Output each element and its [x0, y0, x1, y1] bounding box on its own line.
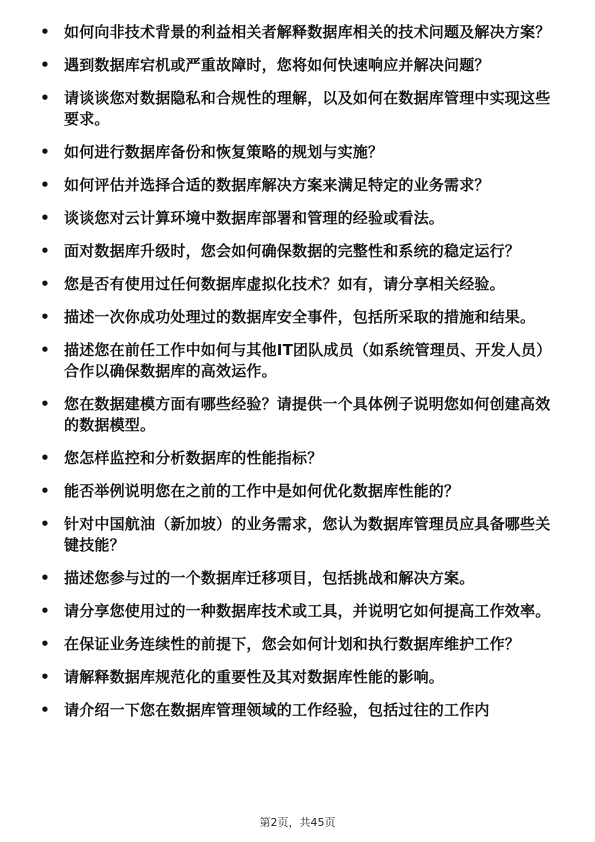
bullet-icon: •: [40, 89, 50, 107]
bullet-icon: •: [40, 482, 50, 500]
bullet-icon: •: [40, 341, 50, 359]
question-text: 描述您在前任工作中如何与其他IT团队成员（如系统管理员、开发人员）合作以确保数据库的高效运作。: [64, 341, 552, 380]
list-item: [38, 55, 558, 76]
bullet-icon: •: [40, 449, 50, 467]
question-text: 如何向非技术背景的利益相关者解释数据库相关的技术问题及解决方案？: [64, 23, 551, 41]
question-text: 如何进行数据库备份和恢复策略的规划与实施？: [64, 143, 384, 161]
list-item: [38, 601, 558, 622]
bullet-icon: •: [40, 275, 50, 293]
question-text: 请谈谈您对数据隐私和合规性的理解，以及如何在数据库管理中实现这些要求。: [64, 89, 551, 128]
list-item: [38, 274, 558, 295]
question-text: 能否举例说明您在之前的工作中是如何优化数据库性能的？: [64, 482, 460, 500]
bullet-icon: •: [40, 635, 50, 653]
list-item: [38, 241, 558, 262]
bullet-icon: •: [40, 668, 50, 686]
bullet-icon: •: [40, 209, 50, 227]
question-text: 描述您参与过的一个数据库迁移项目，包括挑战和解决方案。: [64, 569, 475, 587]
question-text: 谈谈您对云计算环境中数据库部署和管理的经验或看法。: [64, 209, 445, 227]
bullet-icon: •: [40, 602, 50, 620]
question-text: 您在数据建模方面有哪些经验？请提供一个具体例子说明您如何创建高效的数据模型。: [64, 395, 551, 434]
question-text: 在保证业务连续性的前提下，您会如何计划和执行数据库维护工作？: [64, 635, 521, 653]
question-text: 如何评估并选择合适的数据库解决方案来满足特定的业务需求？: [64, 176, 490, 194]
list-item: [38, 448, 558, 469]
list-item: [38, 514, 558, 556]
list-item: [38, 175, 558, 196]
bullet-icon: •: [40, 143, 50, 161]
list-item: [38, 667, 558, 688]
list-item: [38, 481, 558, 502]
question-text: 您怎样监控和分析数据库的性能指标？: [64, 449, 323, 467]
list-item: [38, 568, 558, 589]
question-text: 面对数据库升级时，您会如何确保数据的完整性和系统的稳定运行？: [64, 242, 521, 260]
bullet-icon: •: [40, 56, 50, 74]
bullet-icon: •: [40, 701, 50, 719]
bullet-icon: •: [40, 515, 50, 533]
list-item: [38, 340, 558, 382]
list-item: [38, 142, 558, 163]
list-item: [38, 22, 558, 43]
list-item: [38, 700, 558, 721]
question-text: 请解释数据库规范化的重要性及其对数据库性能的影响。: [64, 668, 445, 686]
list-item: [38, 208, 558, 229]
bullet-icon: •: [40, 308, 50, 326]
question-text: 请分享您使用过的一种数据库技术或工具，并说明它如何提高工作效率。: [64, 602, 551, 620]
bullet-icon: •: [40, 395, 50, 413]
bullet-icon: •: [40, 176, 50, 194]
question-list: [38, 22, 558, 733]
bullet-icon: •: [40, 23, 50, 41]
page-footer: 第2页，共45页: [259, 816, 336, 829]
question-text: 遇到数据库宕机或严重故障时，您将如何快速响应并解决问题？: [64, 56, 490, 74]
question-text: 描述一次你成功处理过的数据库安全事件，包括所采取的措施和结果。: [64, 308, 536, 326]
bullet-icon: •: [40, 242, 50, 260]
question-text: 您是否有使用过任何数据库虚拟化技术？如有，请分享相关经验。: [64, 275, 505, 293]
list-item: [38, 394, 558, 436]
question-text: 针对中国航油（新加坡）的业务需求，您认为数据库管理员应具备哪些关键技能？: [64, 515, 551, 554]
list-item: [38, 634, 558, 655]
list-item: [38, 88, 558, 130]
list-item: [38, 307, 558, 328]
bullet-icon: •: [40, 569, 50, 587]
question-text: 请介绍一下您在数据库管理领域的工作经验，包括过往的工作内: [64, 701, 490, 719]
